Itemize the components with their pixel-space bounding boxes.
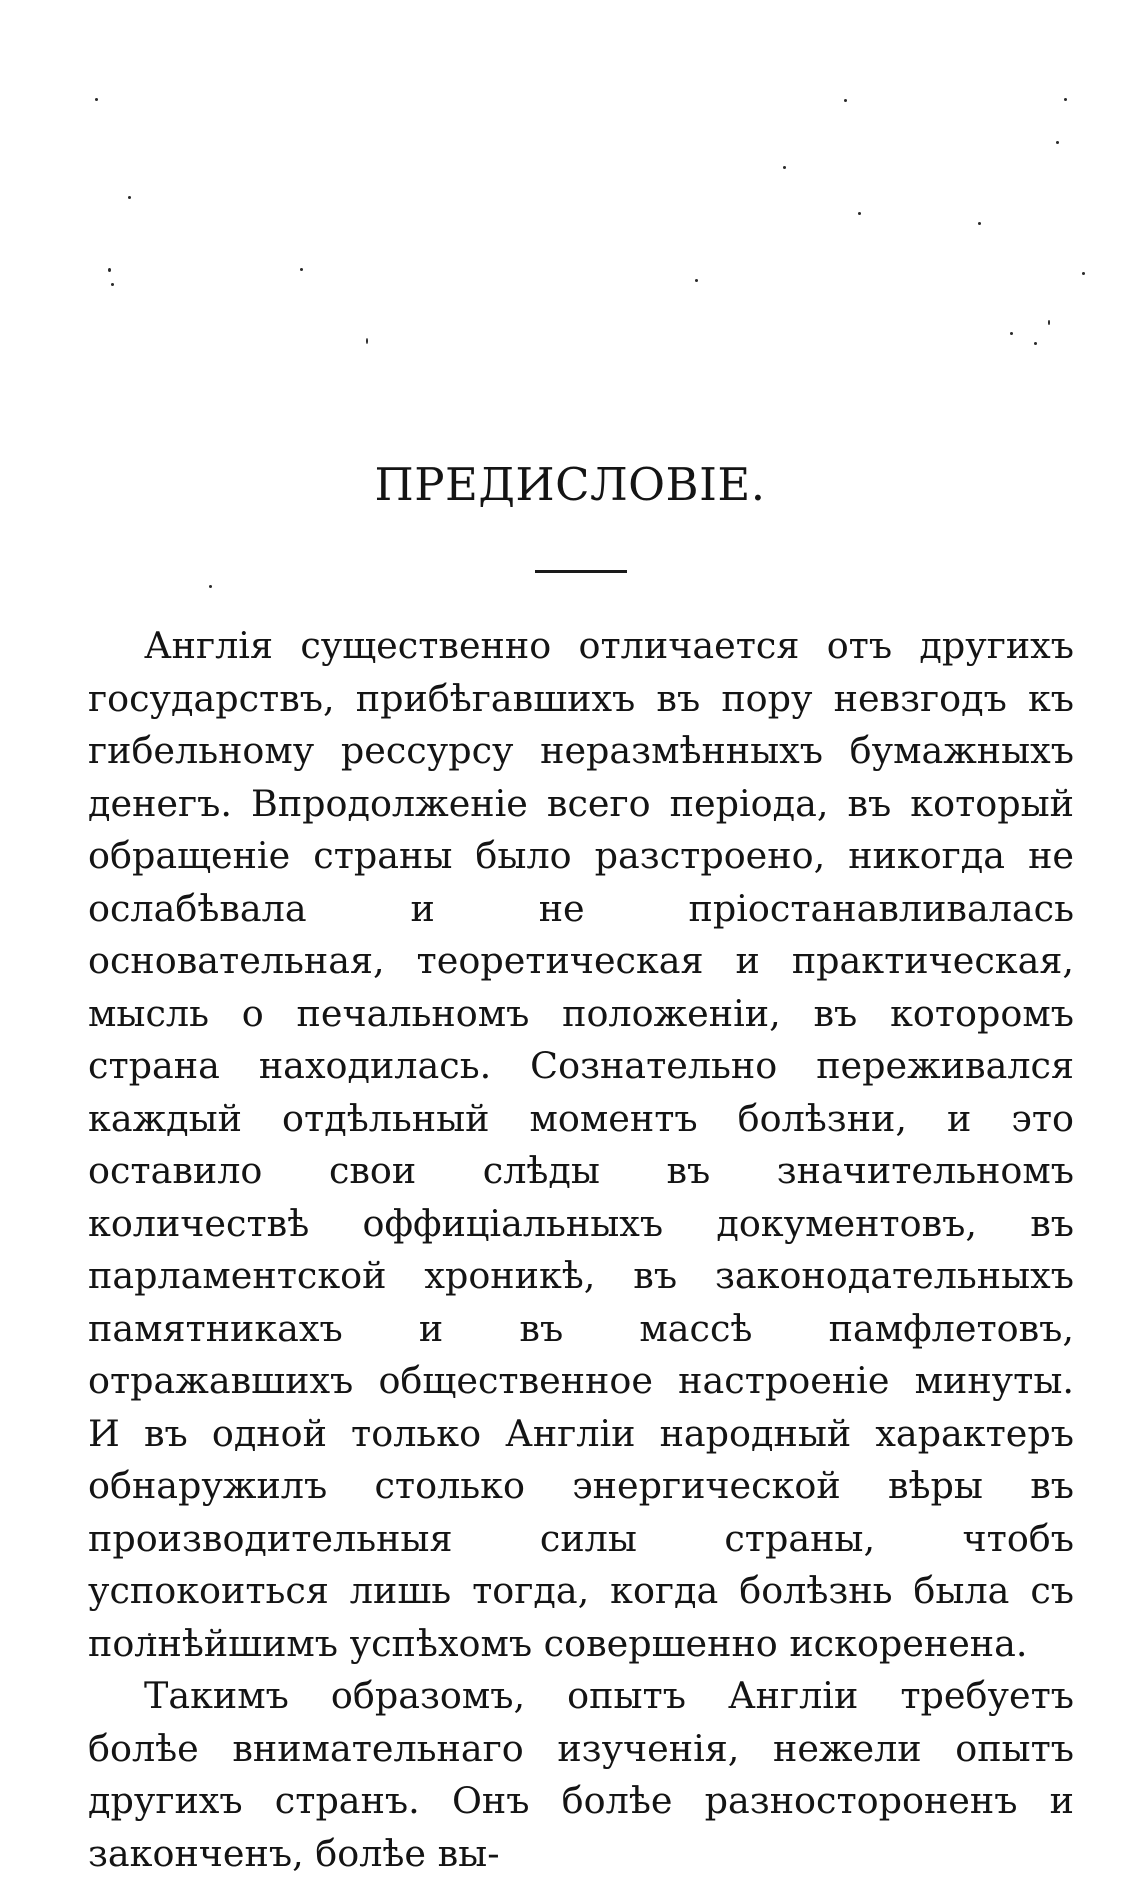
paragraph: Англія существенно отличается отъ другихъ государствъ, прибѣгавшихъ въ пору невзгодъ къ гибельному рессурсу неразмѣнныхъ бумажныхъ денегъ. Впродолженіе всего періода, въ который обращеніе страны было разстроено, никогда не ослабѣвала и не пріостанавливалась основательная, теоретическая и практическая, мысль о печальномъ положеніи, въ которомъ страна находилась. Сознательно переживался каждый отдѣльный моментъ болѣзни, и это оставило свои слѣды въ значительномъ количествѣ оффиціальныхъ документовъ, въ парламентской хроникѣ, въ законодательныхъ памятникахъ и въ массѣ памфлетовъ, отражавшихъ общественное настроеніе минуты. И въ одной только Англіи народный характеръ обнаружилъ столько энергической вѣры въ производительныя силы страны, чтобъ успокоиться лишь тогда, когда болѣзнь была съ полнѣйшимъ успѣхомъ совершенно искоренена. — [88, 624, 1074, 1665]
paragraph: Такимъ образомъ, опытъ Англіи требуетъ болѣе внимательнаго изученія, нежели опытъ другихъ странъ. Онъ болѣе разностороненъ и законченъ, болѣе вы- — [88, 1674, 1074, 1875]
page-title: ПРЕДИСЛОВІЕ. — [374, 458, 766, 511]
title-divider — [535, 570, 627, 573]
body-text — [88, 620, 1074, 1880]
